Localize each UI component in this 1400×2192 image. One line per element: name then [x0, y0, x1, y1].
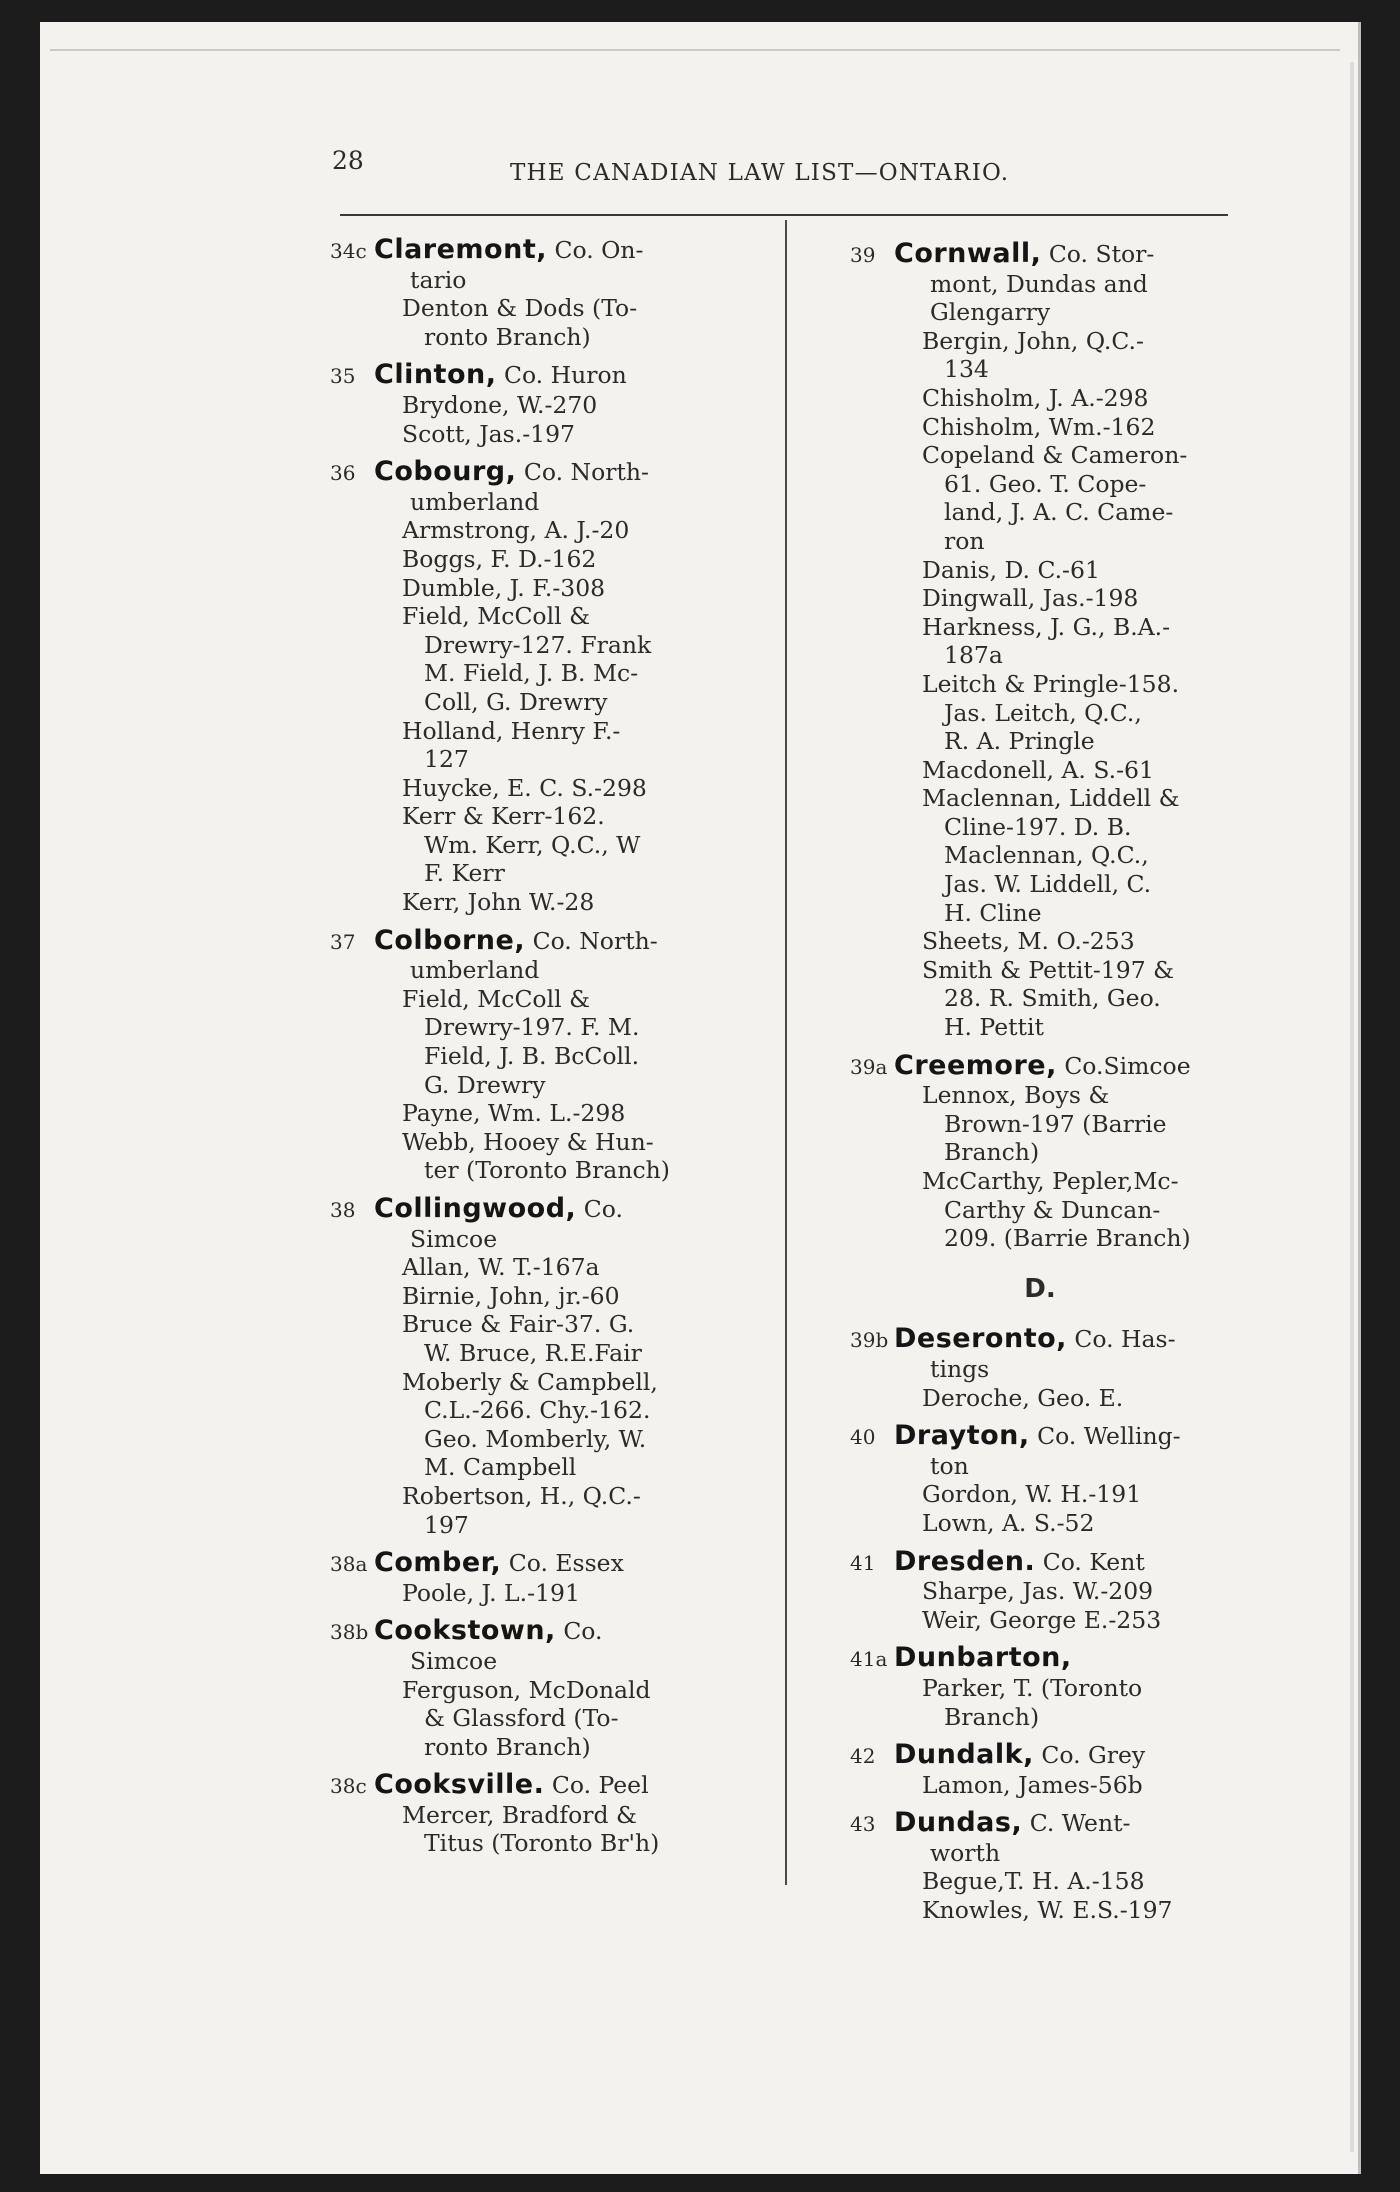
- entry-number: 38c: [330, 1774, 367, 1799]
- lawyer-line: Mercer, Bradford &: [402, 1800, 637, 1829]
- firm-detail-line: Drewry-127. Frank: [424, 630, 652, 659]
- entry-number: 42: [850, 1744, 876, 1769]
- lawyer-line: Robertson, H., Q.C.-: [402, 1481, 641, 1510]
- column-divider: [785, 220, 787, 1885]
- firm-detail-line: ter (Toronto Branch): [424, 1156, 670, 1185]
- entry-heading: [330, 1771, 770, 1801]
- lawyer-line: Harkness, J. G., B.A.-: [922, 612, 1171, 641]
- lawyer-line: Payne, Wm. L.-298: [402, 1099, 626, 1128]
- entry-heading: [330, 361, 770, 391]
- entry-heading: [850, 1325, 1230, 1355]
- lawyer-line: Brydone, W.-270: [402, 390, 598, 419]
- lawyer-line: Armstrong, A. J.-20: [402, 516, 630, 545]
- firm-detail-line: M. Campbell: [424, 1453, 577, 1482]
- town-name: Dunbarton,: [894, 1642, 1072, 1674]
- town-name: Dundalk,: [894, 1739, 1034, 1771]
- county-continuation: tario: [410, 265, 467, 294]
- lawyer-line: Copeland & Cameron-: [922, 441, 1188, 470]
- running-head: THE CANADIAN LAW LIST—ONTARIO.: [510, 160, 1010, 186]
- lawyer-line: Maclennan, Liddell &: [922, 784, 1180, 813]
- directory-entry: [330, 236, 770, 351]
- directory-entry: [330, 924, 770, 1185]
- town-name: Dresden.: [894, 1545, 1036, 1577]
- firm-detail-line: Brown-197 (Barrie: [944, 1109, 1167, 1138]
- entry-number: 39: [850, 243, 876, 267]
- lawyer-line: Parker, T. (Toronto: [922, 1673, 1143, 1702]
- entry-heading: [850, 1741, 1230, 1771]
- county-continuation: tings: [930, 1354, 990, 1383]
- entry-heading: [330, 236, 770, 266]
- entry-heading: [330, 458, 770, 488]
- entry-heading: [850, 1049, 1230, 1082]
- firm-detail-line: F. Kerr: [424, 859, 505, 888]
- town-name: Cooksville.: [374, 1769, 545, 1801]
- entry-number: 38b: [330, 1620, 369, 1645]
- county-name: Co. Stor-: [1048, 240, 1155, 268]
- lawyer-line: Poole, J. L.-191: [402, 1578, 580, 1607]
- county-name: Co. Kent: [1042, 1547, 1145, 1576]
- town-name: Claremont,: [374, 234, 547, 265]
- entry-number: 38: [330, 1198, 356, 1222]
- lawyer-line: Scott, Jas.-197: [402, 419, 575, 448]
- directory-entry: [850, 1644, 1230, 1731]
- firm-detail-line: Titus (Toronto Br'h): [424, 1829, 660, 1858]
- page-inner-edge: [1350, 62, 1354, 2152]
- firm-detail-line: H. Cline: [944, 898, 1042, 927]
- entry-number: 34c: [330, 239, 367, 263]
- left-column: [330, 236, 770, 1868]
- lawyer-line: Huycke, E. C. S.-298: [402, 773, 647, 802]
- firm-detail-line: W. Bruce, R.E.Fair: [424, 1338, 642, 1367]
- lawyer-line: Lown, A. S.-52: [922, 1508, 1095, 1537]
- county-name: Co. Peel: [551, 1771, 649, 1800]
- section-letter: D.: [1024, 1273, 1056, 1304]
- firm-detail-line: Jas. W. Liddell, C.: [944, 870, 1152, 899]
- lawyer-line: Moberly & Campbell,: [402, 1367, 658, 1396]
- lawyer-line: Field, McColl &: [402, 984, 590, 1013]
- entry-heading: [330, 1195, 770, 1225]
- entry-number: 35: [330, 364, 356, 389]
- county-name: Co. Has-: [1074, 1325, 1176, 1354]
- directory-entry: [330, 1195, 770, 1539]
- firm-detail-line: H. Pettit: [944, 1013, 1044, 1042]
- lawyer-line: Birnie, John, jr.-60: [402, 1281, 620, 1310]
- directory-entry: [850, 1741, 1230, 1799]
- firm-detail-line: Maclennan, Q.C.,: [944, 841, 1149, 870]
- firm-detail-line: Field, J. B. BcColl.: [424, 1042, 640, 1071]
- town-name: Colborne,: [374, 924, 526, 956]
- county-continuation: mont, Dundas and: [930, 269, 1148, 298]
- firm-detail-line: G. Drewry: [424, 1070, 546, 1099]
- lawyer-line: Chisholm, Wm.-162: [922, 412, 1156, 441]
- firm-detail-line: 61. Geo. T. Cope-: [944, 469, 1147, 498]
- county-name: Co. Welling-: [1037, 1422, 1181, 1451]
- firm-detail-line: land, J. A. C. Came-: [944, 498, 1174, 527]
- lawyer-line: Begue,T. H. A.-158: [922, 1867, 1145, 1896]
- county-continuation: Simcoe: [410, 1224, 498, 1253]
- entry-heading: [330, 1617, 770, 1647]
- firm-detail-line: Coll, G. Drewry: [424, 687, 608, 716]
- lawyer-line: Chisholm, J. A.-298: [922, 383, 1149, 412]
- town-name: Deseronto,: [894, 1323, 1067, 1355]
- lawyer-line: Field, McColl &: [402, 602, 590, 631]
- town-name: Dundas,: [894, 1807, 1023, 1839]
- entry-heading: [850, 1644, 1230, 1674]
- county-name: C. Went-: [1029, 1809, 1131, 1838]
- town-name: Clinton,: [374, 359, 497, 391]
- lawyer-line: Danis, D. C.-61: [922, 555, 1100, 584]
- lawyer-line: Boggs, F. D.-162: [402, 544, 597, 573]
- town-name: Cobourg,: [374, 456, 517, 488]
- county-name: Co.Simcoe: [1064, 1051, 1191, 1080]
- lawyer-line: Dingwall, Jas.-198: [922, 584, 1139, 613]
- firm-detail-line: Wm. Kerr, Q.C., W: [424, 830, 641, 859]
- firm-detail-line: Drewry-197. F. M.: [424, 1013, 640, 1042]
- lawyer-line: Smith & Pettit-197 &: [922, 955, 1175, 984]
- firm-detail-line: 187a: [944, 641, 1003, 670]
- entry-heading: [330, 924, 770, 957]
- lawyer-line: Dumble, J. F.-308: [402, 573, 606, 602]
- lawyer-line: Denton & Dods (To-: [402, 294, 638, 323]
- firm-detail-line: Geo. Momberly, W.: [424, 1424, 647, 1453]
- county-continuation: umberland: [410, 487, 540, 516]
- directory-entry: [850, 240, 1230, 1042]
- right-column: [850, 240, 1230, 1935]
- entry-heading: [850, 1545, 1230, 1578]
- header-rule: [340, 214, 1228, 216]
- county-continuation: Glengarry: [930, 298, 1051, 327]
- county-name: Co. North-: [532, 926, 658, 955]
- lawyer-line: Gordon, W. H.-191: [922, 1480, 1142, 1509]
- entry-number: 40: [850, 1425, 876, 1450]
- firm-detail-line: 127: [424, 745, 469, 774]
- directory-entry: [330, 458, 770, 917]
- page-edge-rule: [50, 49, 1340, 51]
- county-name: Co. On-: [554, 236, 644, 264]
- lawyer-line: Lamon, James-56b: [922, 1770, 1143, 1799]
- town-name: Collingwood,: [374, 1193, 577, 1224]
- directory-entry: [850, 1545, 1230, 1635]
- town-name: Comber,: [374, 1547, 502, 1579]
- firm-detail-line: 134: [944, 355, 989, 384]
- directory-entry: [330, 361, 770, 448]
- entry-number: 41a: [850, 1647, 888, 1672]
- firm-detail-line: Branch): [944, 1138, 1040, 1167]
- entry-number: 37: [330, 929, 356, 954]
- entry-number: 39a: [850, 1054, 888, 1079]
- county-continuation: Simcoe: [410, 1646, 498, 1675]
- firm-detail-line: Branch): [944, 1702, 1040, 1731]
- lawyer-line: Knowles, W. E.S.-197: [922, 1896, 1173, 1925]
- lawyer-line: Kerr & Kerr-162.: [402, 802, 605, 831]
- lawyer-line: Kerr, John W.-28: [402, 888, 595, 917]
- lawyer-line: Lennox, Boys &: [922, 1081, 1110, 1110]
- firm-detail-line: & Glassford (To-: [424, 1704, 619, 1733]
- county-name: Co. Essex: [508, 1549, 624, 1578]
- county-name: Co. North-: [523, 458, 649, 487]
- firm-detail-line: ronto Branch): [424, 322, 591, 351]
- town-name: Creemore,: [894, 1049, 1057, 1081]
- directory-entry: [850, 1422, 1230, 1537]
- entry-number: 38a: [330, 1552, 368, 1577]
- town-name: Cornwall,: [894, 238, 1042, 269]
- lawyer-line: Allan, W. T.-167a: [402, 1253, 600, 1282]
- firm-detail-line: C.L.-266. Chy.-162.: [424, 1396, 651, 1425]
- directory-entry: [330, 1771, 770, 1858]
- lawyer-line: Leitch & Pringle-158.: [922, 669, 1180, 698]
- county-name: Co. Grey: [1041, 1741, 1146, 1770]
- county-name: Co. Huron: [503, 361, 627, 390]
- lawyer-line: Weir, George E.-253: [922, 1605, 1162, 1634]
- firm-detail-line: Cline-197. D. B.: [944, 812, 1132, 841]
- entry-heading: [330, 1549, 770, 1579]
- firm-detail-line: Carthy & Duncan-: [944, 1195, 1161, 1224]
- entry-heading: [850, 240, 1230, 270]
- firm-detail-line: 209. (Barrie Branch): [944, 1224, 1191, 1253]
- entry-heading: [850, 1422, 1230, 1452]
- county-continuation: umberland: [410, 956, 540, 985]
- firm-detail-line: R. A. Pringle: [944, 727, 1095, 756]
- firm-detail-line: 197: [424, 1510, 469, 1539]
- entry-number: 39b: [850, 1328, 889, 1353]
- firm-detail-line: Jas. Leitch, Q.C.,: [944, 698, 1142, 727]
- firm-detail-line: 28. R. Smith, Geo.: [944, 984, 1161, 1013]
- lawyer-line: Webb, Hooey & Hun-: [402, 1127, 654, 1156]
- county-continuation: ton: [930, 1451, 969, 1480]
- entry-number: 41: [850, 1550, 876, 1575]
- lawyer-line: Bergin, John, Q.C.-: [922, 326, 1144, 355]
- lawyer-line: Bruce & Fair-37. G.: [402, 1310, 635, 1339]
- county-name: Co.: [583, 1195, 623, 1223]
- lawyer-line: Deroche, Geo. E.: [922, 1383, 1124, 1412]
- lawyer-line: Ferguson, McDonald: [402, 1675, 651, 1704]
- lawyer-line: Sheets, M. O.-253: [922, 927, 1135, 956]
- directory-entry: [330, 1617, 770, 1761]
- firm-detail-line: ronto Branch): [424, 1732, 591, 1761]
- firm-detail-line: ron: [944, 526, 985, 555]
- directory-entry: [850, 1325, 1230, 1412]
- lawyer-line: Sharpe, Jas. W.-209: [922, 1577, 1154, 1606]
- town-name: Drayton,: [894, 1420, 1030, 1452]
- lawyer-line: Macdonell, A. S.-61: [922, 755, 1154, 784]
- county-name: Co.: [563, 1617, 603, 1646]
- lawyer-line: McCarthy, Pepler,Mc-: [922, 1167, 1179, 1195]
- entry-number: 43: [850, 1812, 876, 1837]
- county-continuation: worth: [930, 1838, 1001, 1867]
- entry-heading: [850, 1809, 1230, 1839]
- firm-detail-line: M. Field, J. B. Mc-: [424, 659, 639, 688]
- town-name: Cookstown,: [374, 1615, 556, 1647]
- lawyer-line: Holland, Henry F.-: [402, 716, 621, 745]
- directory-entry: [330, 1549, 770, 1607]
- entry-number: 36: [330, 461, 356, 486]
- directory-entry: [850, 1809, 1230, 1924]
- directory-entry: [850, 1049, 1230, 1253]
- page-number: 28: [332, 146, 364, 175]
